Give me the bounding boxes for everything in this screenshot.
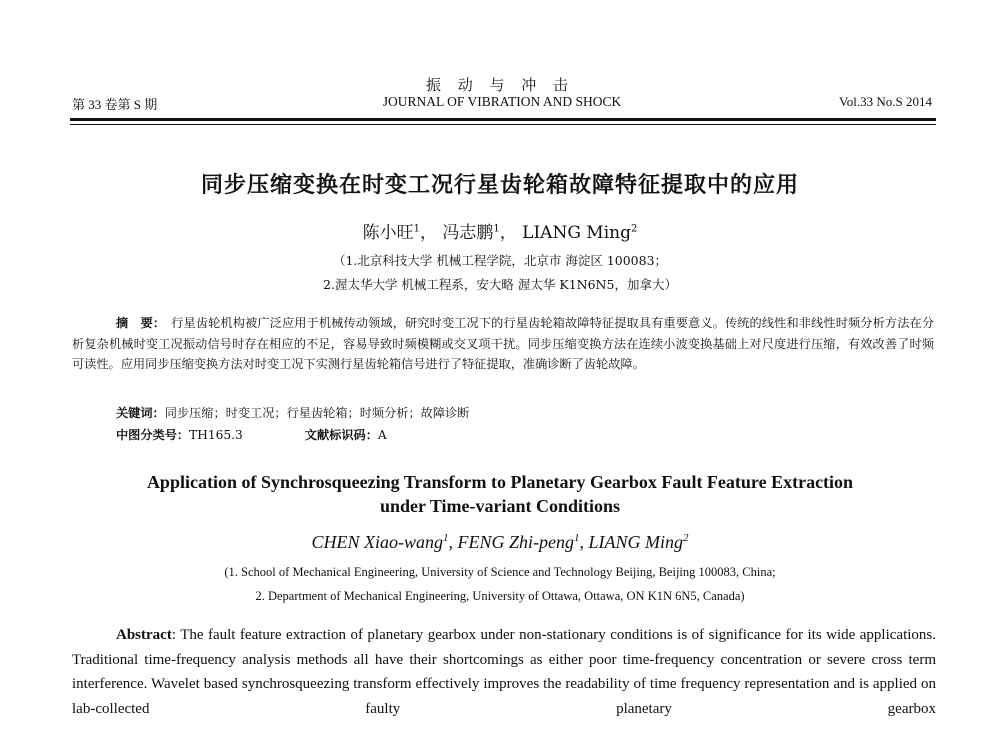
paper-title-en xyxy=(0,470,1000,518)
author-affil-mark: 1 xyxy=(443,532,449,544)
abstract-cn xyxy=(72,313,934,375)
author-separator: ， xyxy=(499,223,517,243)
keywords-cn xyxy=(116,404,469,421)
abstract-cn-text: 行星齿轮机构被广泛应用于机械传动领域，研究时变工况下的行星齿轮箱故障特征提取具有重要意义。传统的线性和非线性时频分析方法在分析复杂机械时变工况振动信号时存在相应的不足，容易导致时频模糊或交叉项干扰。同步压缩变换方法在连续小波变换基础上对尺度进行压缩，有效改善了时频可读性。应用同步压缩变换方法对时变工况下实测行星齿轮箱信号进行了特征提取，准确诊断了齿轮故障。 xyxy=(72,316,935,371)
author-separator: , xyxy=(448,532,458,552)
clc-value: TH165.3 xyxy=(189,428,243,442)
keywords-cn-label: 关键词： xyxy=(116,406,165,420)
authors-cn xyxy=(0,218,1000,243)
clc-label: 中图分类号： xyxy=(116,428,190,442)
author-affil-mark: 1 xyxy=(493,223,500,235)
title-en-line: under Time-variant Conditions xyxy=(379,496,621,516)
keywords-cn-text: 同步压缩；时变工况；行星齿轮箱；时频分析；故障诊断 xyxy=(164,406,470,420)
header-rule-thick xyxy=(70,118,936,121)
journal-name-en: JOURNAL OF VIBRATION AND SHOCK xyxy=(382,94,622,109)
author-cn: 冯志鹏 xyxy=(442,223,494,243)
issue-en: Vol.33 No.S 2014 xyxy=(839,94,932,109)
affiliation-cn-1: （1.北京科技大学 机械工程学院，北京市 海淀区 100083； xyxy=(332,253,668,268)
header-rule-thin xyxy=(70,124,936,125)
author-affil-mark: 1 xyxy=(413,223,420,235)
authors-en xyxy=(0,532,1000,553)
author-affil-mark: 2 xyxy=(683,532,689,544)
author-cn: 陈小旺 xyxy=(362,223,414,243)
classification-cn xyxy=(116,426,387,443)
title-en-line: Application of Synchrosqueezing Transform to Planetary Gearbox Fault Feature Extraction xyxy=(146,472,854,492)
affiliation-en-2: 2. Department of Mechanical Engineering, University of Ottawa, Ottawa, ON K1N 6N5, Canada) xyxy=(255,589,745,603)
running-header xyxy=(72,94,932,114)
doc-code-label: 文献标识码： xyxy=(304,428,378,442)
abstract-en-label: Abstract xyxy=(116,627,172,643)
abstract-en xyxy=(72,623,936,721)
paper-title-cn: 同步压缩变换在时变工况行星齿轮箱故障特征提取中的应用 xyxy=(200,173,799,198)
author-cn: LIANG Ming xyxy=(522,223,631,243)
affiliation-en-1: (1. School of Mechanical Engineering, University of Science and Technology Beijing, Beijing 100083, China; xyxy=(224,565,776,579)
author-en: LIANG Ming xyxy=(588,532,683,552)
affiliation-cn-2: 2.渥太华大学 机械工程系，安大略 渥太华 K1N6N5，加拿大） xyxy=(323,277,677,292)
abstract-cn-label: 摘 要： xyxy=(116,316,166,330)
abstract-en-text: : The fault feature extraction of planetary gearbox under non-stationary conditions is of significance for its wide applications. Traditional time-frequency analysis methods all have their shortcomings as either poor time-frequency concentration or severe cross term interference. Wavelet based synchrosqueezing transform effectively improves the readability of time frequency representation and is applied on lab-collected faulty planetary gearbox xyxy=(72,627,936,717)
author-affil-mark: 2 xyxy=(631,223,638,235)
author-separator: ， xyxy=(419,223,437,243)
author-en: CHEN Xiao-wang xyxy=(311,532,443,552)
doc-code-value: A xyxy=(377,428,387,442)
author-separator: , xyxy=(579,532,589,552)
author-en: FENG Zhi-peng xyxy=(457,532,574,552)
author-affil-mark: 1 xyxy=(574,532,580,544)
journal-name-cn: 振 动 与 冲 击 xyxy=(425,76,575,94)
issue-cn: 第 33 卷第 S 期 xyxy=(72,97,158,112)
